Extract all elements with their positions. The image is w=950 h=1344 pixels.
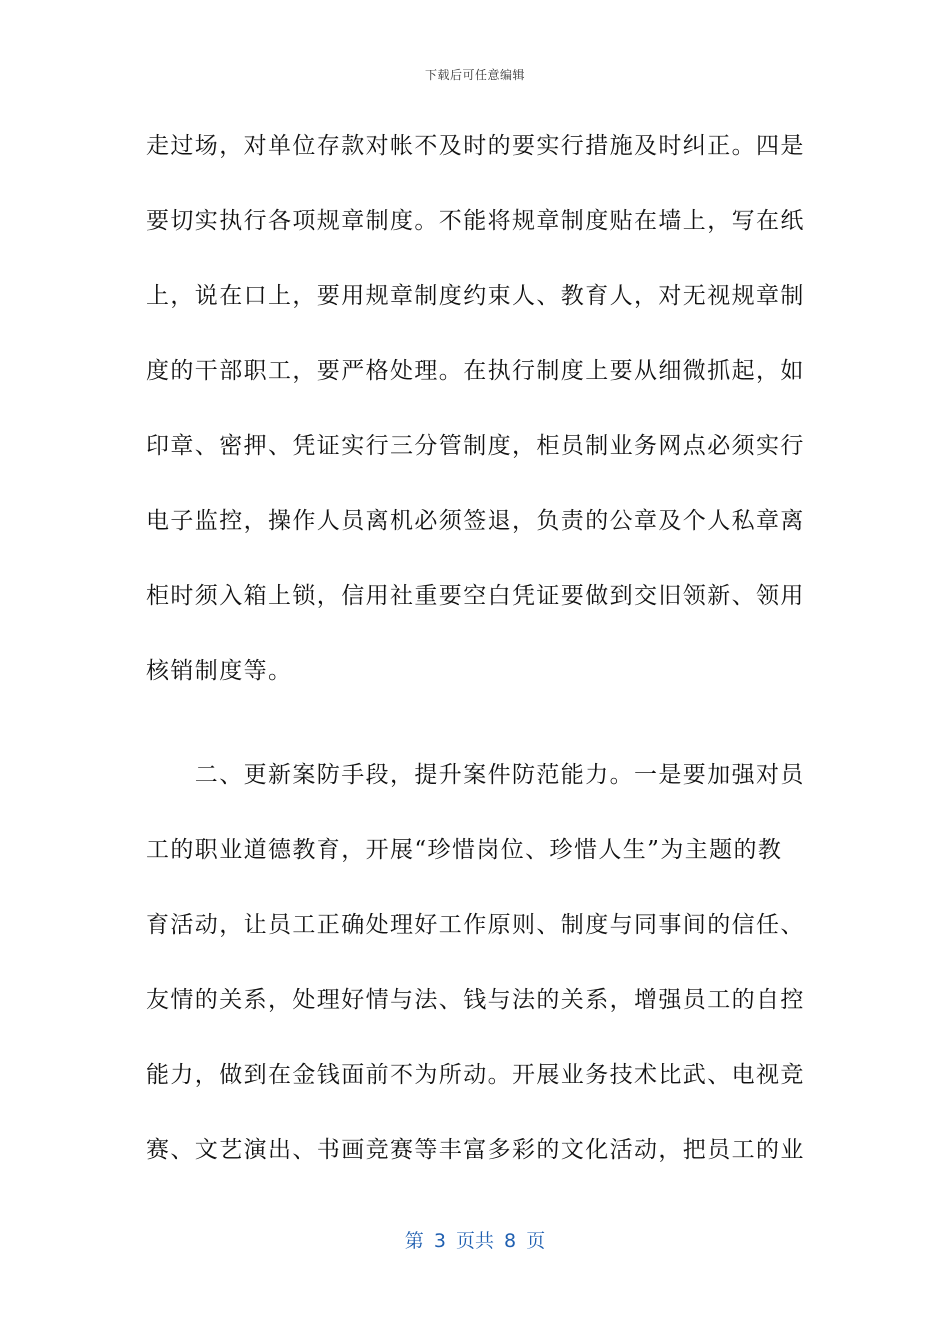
text-line: 二、更新案防手段，提升案件防范能力。一是要加强对员 xyxy=(146,762,805,788)
paragraph xyxy=(146,124,805,724)
text-line: 印章、密押、凭证实行三分管制度，柜员制业务网点必须实行 xyxy=(146,433,805,459)
current-page-number: 3 xyxy=(433,1230,446,1252)
text-line: 度的干部职工，要严格处理。在执行制度上要从细微抓起，如 xyxy=(146,358,805,384)
text-line: 柜时须入箱上锁，信用社重要空白凭证要做到交旧领新、领用 xyxy=(146,583,805,609)
paragraph-gap xyxy=(146,724,794,753)
text-line: 育活动，让员工正确处理好工作原则、制度与同事间的信任、 xyxy=(146,912,805,938)
text-line: 工的职业道德教育，开展“珍惜岗位、珍惜人生”为主题的教 xyxy=(146,837,783,863)
document-body xyxy=(146,124,805,1203)
footer-prefix: 第 xyxy=(404,1230,424,1252)
paragraph xyxy=(146,753,805,1203)
text-line: 能力，做到在金钱面前不为所动。开展业务技术比武、电视竞 xyxy=(146,1062,805,1088)
text-line: 电子监控，操作人员离机必须签退，负责的公章及个人私章离 xyxy=(146,508,805,534)
footer-suffix: 页 xyxy=(526,1230,546,1252)
total-page-count: 8 xyxy=(504,1230,517,1252)
text-line: 要切实执行各项规章制度。不能将规章制度贴在墙上，写在纸 xyxy=(146,208,805,234)
page-header: 下载后可任意编辑 xyxy=(424,68,525,82)
text-line: 友情的关系，处理好情与法、钱与法的关系，增强员工的自控 xyxy=(146,987,805,1013)
text-line: 赛、文艺演出、书画竞赛等丰富多彩的文化活动，把员工的业 xyxy=(146,1137,805,1163)
page-footer xyxy=(0,1226,950,1253)
footer-middle: 页共 xyxy=(455,1230,494,1252)
text-line: 走过场，对单位存款对帐不及时的要实行措施及时纠正。四是 xyxy=(146,133,805,159)
text-line: 核销制度等。 xyxy=(146,658,293,684)
text-line: 上，说在口上，要用规章制度约束人、教育人，对无视规章制 xyxy=(146,283,805,309)
